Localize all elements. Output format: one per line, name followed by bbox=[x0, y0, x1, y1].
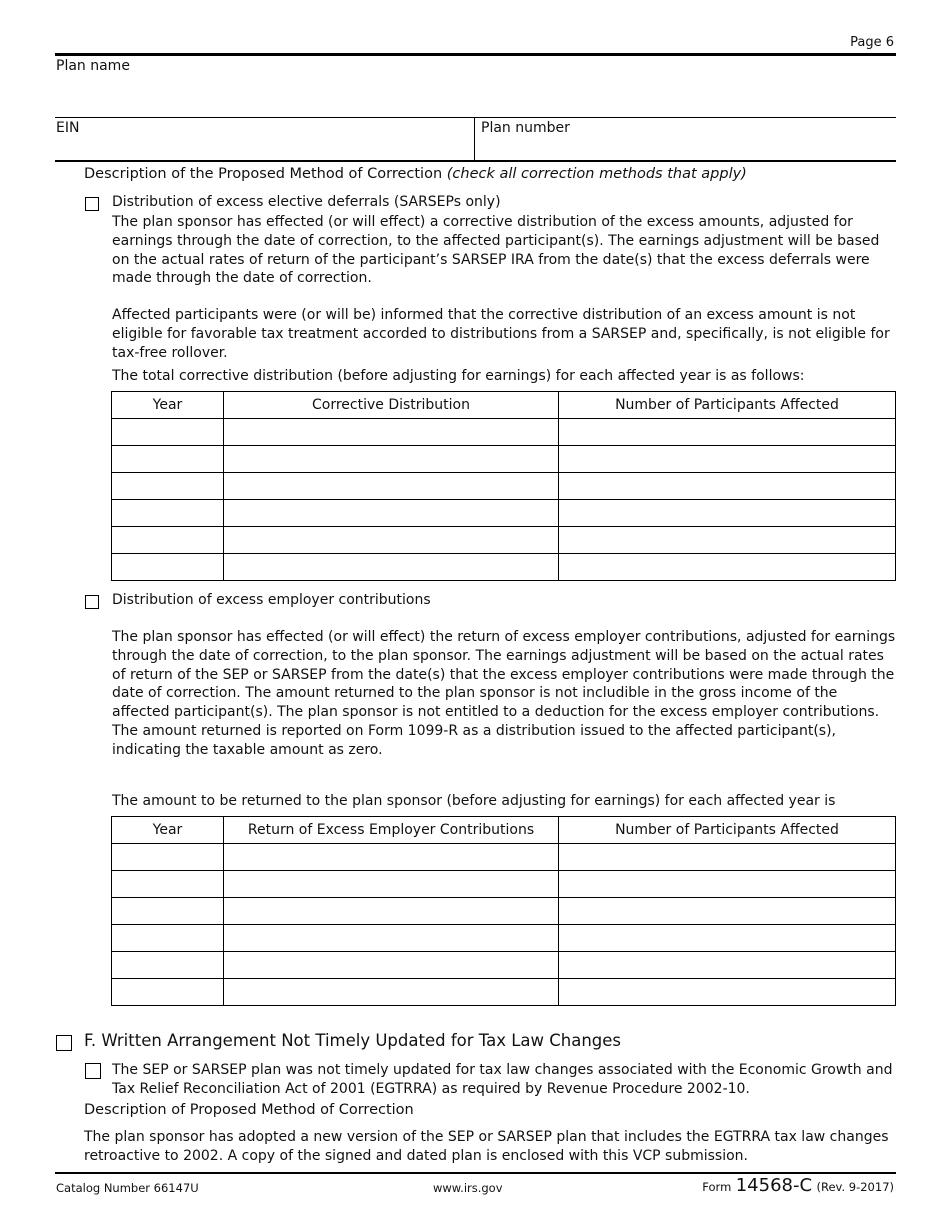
excess-employer-contributions-paragraph: The plan sponsor has effected (or will effect) the return of excess employer contributions, adjusted for earnings through the date of correction, to the plan sponsor. The earnings adjustment will be based on the actual rates of return of the SEP or SARSEP from the date(s) that the excess employer contributions were made through the date of correction. The amount returned to the plan sponsor is not includible in the gross income of the affected participant(s). The plan sponsor is not entitled to a deduction for the excess employer contributions. The amount returned is reported on Form 1099-R as a distribution issued to the affected participant(s), indicating the taxable amount as zero. bbox=[112, 629, 896, 758]
irs-website-link[interactable]: www.irs.gov bbox=[433, 1181, 503, 1195]
participants-affected-cell[interactable] bbox=[559, 952, 896, 979]
year-cell[interactable] bbox=[112, 925, 224, 952]
corrective-distribution-cell[interactable] bbox=[224, 500, 559, 527]
ein-top-rule bbox=[55, 117, 896, 118]
header-rule bbox=[55, 53, 896, 56]
table-row bbox=[112, 844, 896, 871]
return-amount-cell[interactable] bbox=[224, 898, 559, 925]
year-cell[interactable] bbox=[112, 871, 224, 898]
table-row bbox=[112, 554, 896, 581]
ein-bottom-rule bbox=[55, 160, 896, 162]
corrective-distribution-cell[interactable] bbox=[224, 446, 559, 473]
participants-affected-cell[interactable] bbox=[559, 500, 896, 527]
plan-name-label: Plan name bbox=[56, 58, 130, 74]
corrective-distribution-table bbox=[111, 391, 896, 581]
year-cell[interactable] bbox=[112, 419, 224, 446]
participants-affected-cell[interactable] bbox=[559, 925, 896, 952]
table-row bbox=[112, 500, 896, 527]
year-cell[interactable] bbox=[112, 500, 224, 527]
excess-employer-contributions-label: Distribution of excess employer contributions bbox=[112, 592, 431, 608]
participants-affected-cell[interactable] bbox=[559, 898, 896, 925]
correction-method-heading bbox=[84, 166, 747, 182]
table-row bbox=[112, 473, 896, 500]
excess-deferrals-label: Distribution of excess elective deferrals (SARSEPs only) bbox=[112, 194, 501, 210]
excess-employer-contributions-checkbox[interactable] bbox=[85, 595, 99, 609]
ein-field[interactable] bbox=[55, 138, 473, 160]
egtrra-update-checkbox[interactable] bbox=[85, 1063, 101, 1079]
correction-method-title: Description of the Proposed Method of Correction bbox=[84, 166, 443, 182]
section-f-title: F. Written Arrangement Not Timely Updated for Tax Law Changes bbox=[84, 1031, 622, 1050]
table-row bbox=[112, 979, 896, 1006]
participants-affected-cell[interactable] bbox=[559, 871, 896, 898]
footer-rule bbox=[55, 1172, 896, 1174]
participants-affected-cell[interactable] bbox=[559, 446, 896, 473]
return-amount-cell[interactable] bbox=[224, 952, 559, 979]
return-amount-cell[interactable] bbox=[224, 979, 559, 1006]
participants-affected-cell[interactable] bbox=[559, 554, 896, 581]
corrective-distribution-cell[interactable] bbox=[224, 473, 559, 500]
year-cell[interactable] bbox=[112, 446, 224, 473]
column-header-participants-affected: Number of Participants Affected bbox=[559, 817, 896, 844]
table-header-row bbox=[112, 817, 896, 844]
ein-divider bbox=[474, 117, 475, 161]
table-header-row bbox=[112, 392, 896, 419]
table-row bbox=[112, 527, 896, 554]
column-header-participants-affected: Number of Participants Affected bbox=[559, 392, 896, 419]
table-row bbox=[112, 419, 896, 446]
return-amount-cell[interactable] bbox=[224, 871, 559, 898]
participants-affected-cell[interactable] bbox=[559, 527, 896, 554]
year-cell[interactable] bbox=[112, 527, 224, 554]
form-prefix: Form bbox=[702, 1180, 732, 1194]
column-header-year: Year bbox=[112, 392, 224, 419]
excess-deferrals-checkbox[interactable] bbox=[85, 197, 99, 211]
table-row bbox=[112, 898, 896, 925]
excess-deferrals-table-intro: The total corrective distribution (before adjusting for earnings) for each affected year is as follows: bbox=[112, 368, 805, 384]
participants-affected-cell[interactable] bbox=[559, 979, 896, 1006]
year-cell[interactable] bbox=[112, 473, 224, 500]
plan-name-field[interactable] bbox=[55, 78, 896, 116]
plan-number-label: Plan number bbox=[481, 120, 570, 136]
excess-deferrals-paragraph-1: The plan sponsor has effected (or will effect) a corrective distribution of the excess amounts, adjusted for earnings through the date of correction, to the affected participant(s). The earnings adjustment will be based on the actual rates of return of the participant’s SARSEP IRA from the date(s) that the excess deferrals were made through the date of correction. bbox=[112, 214, 880, 287]
participants-affected-cell[interactable] bbox=[559, 473, 896, 500]
plan-number-field[interactable] bbox=[476, 138, 894, 160]
corrective-distribution-cell[interactable] bbox=[224, 527, 559, 554]
participants-affected-cell[interactable] bbox=[559, 844, 896, 871]
year-cell[interactable] bbox=[112, 952, 224, 979]
table-row bbox=[112, 446, 896, 473]
section-f-checkbox[interactable] bbox=[56, 1035, 72, 1051]
ein-label: EIN bbox=[56, 120, 80, 136]
year-cell[interactable] bbox=[112, 898, 224, 925]
form-identifier bbox=[702, 1175, 894, 1196]
excess-employer-contributions-table-intro: The amount to be returned to the plan sponsor (before adjusting for earnings) for each affected year is bbox=[112, 793, 836, 809]
form-number: 14568-C bbox=[735, 1175, 813, 1196]
section-f-description-title: Description of Proposed Method of Correction bbox=[84, 1102, 414, 1118]
table-row bbox=[112, 871, 896, 898]
column-header-corrective-distribution: Corrective Distribution bbox=[224, 392, 559, 419]
column-header-year: Year bbox=[112, 817, 224, 844]
table-row bbox=[112, 925, 896, 952]
return-amount-cell[interactable] bbox=[224, 925, 559, 952]
corrective-distribution-cell[interactable] bbox=[224, 419, 559, 446]
catalog-number: Catalog Number 66147U bbox=[56, 1181, 199, 1195]
form-revision: (Rev. 9-2017) bbox=[816, 1180, 894, 1194]
participants-affected-cell[interactable] bbox=[559, 419, 896, 446]
table-row bbox=[112, 952, 896, 979]
year-cell[interactable] bbox=[112, 844, 224, 871]
year-cell[interactable] bbox=[112, 554, 224, 581]
return-amount-cell[interactable] bbox=[224, 844, 559, 871]
corrective-distribution-cell[interactable] bbox=[224, 554, 559, 581]
page-number: Page 6 bbox=[850, 35, 894, 50]
excess-deferrals-paragraph-2: Affected participants were (or will be) informed that the corrective distribution of an excess amount is not eligible for favorable tax treatment accorded to distributions from a SARSEP and, specifically, is not eligible for tax-free rollover. bbox=[112, 307, 890, 361]
column-header-return-of-contributions: Return of Excess Employer Contributions bbox=[224, 817, 559, 844]
excess-employer-contributions-table bbox=[111, 816, 896, 1006]
correction-method-note: (check all correction methods that apply) bbox=[446, 166, 747, 182]
section-f-description-text: The plan sponsor has adopted a new version of the SEP or SARSEP plan that includes the EGTRRA tax law changes retroactive to 2002. A copy of the signed and dated plan is enclosed with this VCP submission. bbox=[84, 1129, 889, 1164]
year-cell[interactable] bbox=[112, 979, 224, 1006]
egtrra-update-text: The SEP or SARSEP plan was not timely updated for tax law changes associated with the Economic Growth and Tax Relief Reconciliation Act of 2001 (EGTRRA) as required by Revenue Procedure 2002-10. bbox=[112, 1062, 893, 1097]
